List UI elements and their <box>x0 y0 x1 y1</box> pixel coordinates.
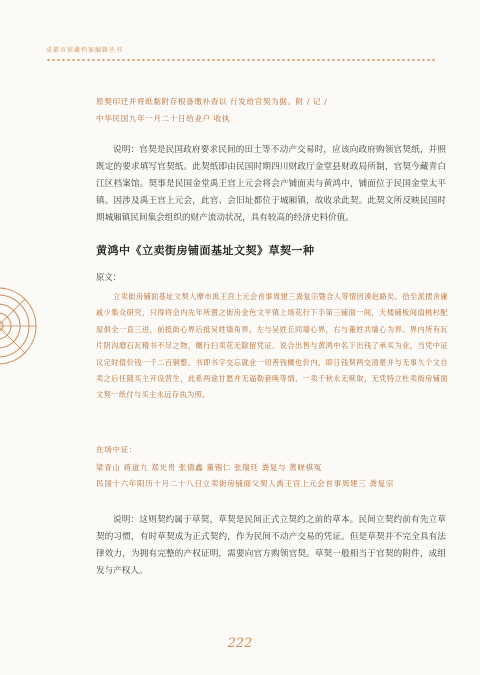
original-text-label: 原文： <box>96 272 122 282</box>
contract-date-line: 民国十六年阳历十月二十八日立卖街房铺面父契人禹王宫上元会首事周建三 粪复宗 <box>96 479 394 488</box>
note-paragraph-2: 说明：这则契约属于草契，草契是民间正式立契约之前的草本。民间立契约前有先立草契的习惯，有时草契成为正式契约，作为民间不动产交易的凭证。但是草契并不完全具有法律效力，为拥有完整的产权证明，需要向官方购领官契。草契一般相当于官契的附件，成组发与产权人。 <box>96 515 446 576</box>
original-text-body: 立卖街房铺面基址文契人摩市禹王宫上元会首事周建三粪复宗暨合人等情因凑赵路矣。拾至派摺舍庸戚少集众研究，只得将会内先年所置之街房金色文平镇上场花行下手第三铺面一间，天楼铺板间扇桃杉配屋俱全一直三进，前抵街心界后抵吴姓墙角界，左与吴姓丘同墙心界，右与董姓共墙心为界。界内所有瓦片阴沟磨石瓦精书不尽之物，概行扫卖花无除留凭证。说合出售与黄鸿中名下出钱了承买为业，当凭中证议定时值价钱一千二百铜整。书即书字交忘就业一切善钱概也价内，即日钱契两交清楚并与无事久个文自卖之后任随买主开设营生，此系两途甘愿并无逼勒套唤等情，一卖千秋永无赎取，无凭特立杜卖街房铺面文契一纸付与买主永远存执为照。 <box>96 292 448 400</box>
witness-names: 梁青山 蒋道九 郑光贵 张德鑫 董锡仁 张瑞廷 粪复与 黄晓棋冤 <box>96 463 322 472</box>
page-number: 222 <box>227 636 253 651</box>
witness-label: 在场中证： <box>96 445 137 454</box>
top-text-line-2: 中华民国九年一月二十日给业户 收执 <box>96 114 231 123</box>
section-title: 黄鸿中《立卖街房铺面基址文契》草契一种 <box>96 244 315 257</box>
note-paragraph-1: 说明：官契是民国政府要求民间的田土等不动产交易时，应该向政府购领官契纸，并照既定的要求填写官契纸。此契纸即由民国时期四川财政厅金堂县财政局所制，官契今藏青白江区档案馆。契事是民国金堂禹王宫上元会将会产铺面卖与黄鸿中，铺面位于民国金堂太平镇。因涉及禹王宫上元会，此官、会旧址都位于城厢镇，故收录此契。此契文所反映民国时期城厢镇民间集会组织的财产流动状况，具有较高的经济史料价值。 <box>96 145 446 223</box>
header-title: 成都市馆藏档案编辑丛书 <box>46 47 124 54</box>
header-dotted-rule <box>46 58 436 62</box>
top-text-line-1: 原契印迁并将纸黏附存根备缴补查以 行发给官契为据。附 / 记 / <box>96 97 328 106</box>
decorative-seal-icon <box>0 286 38 366</box>
